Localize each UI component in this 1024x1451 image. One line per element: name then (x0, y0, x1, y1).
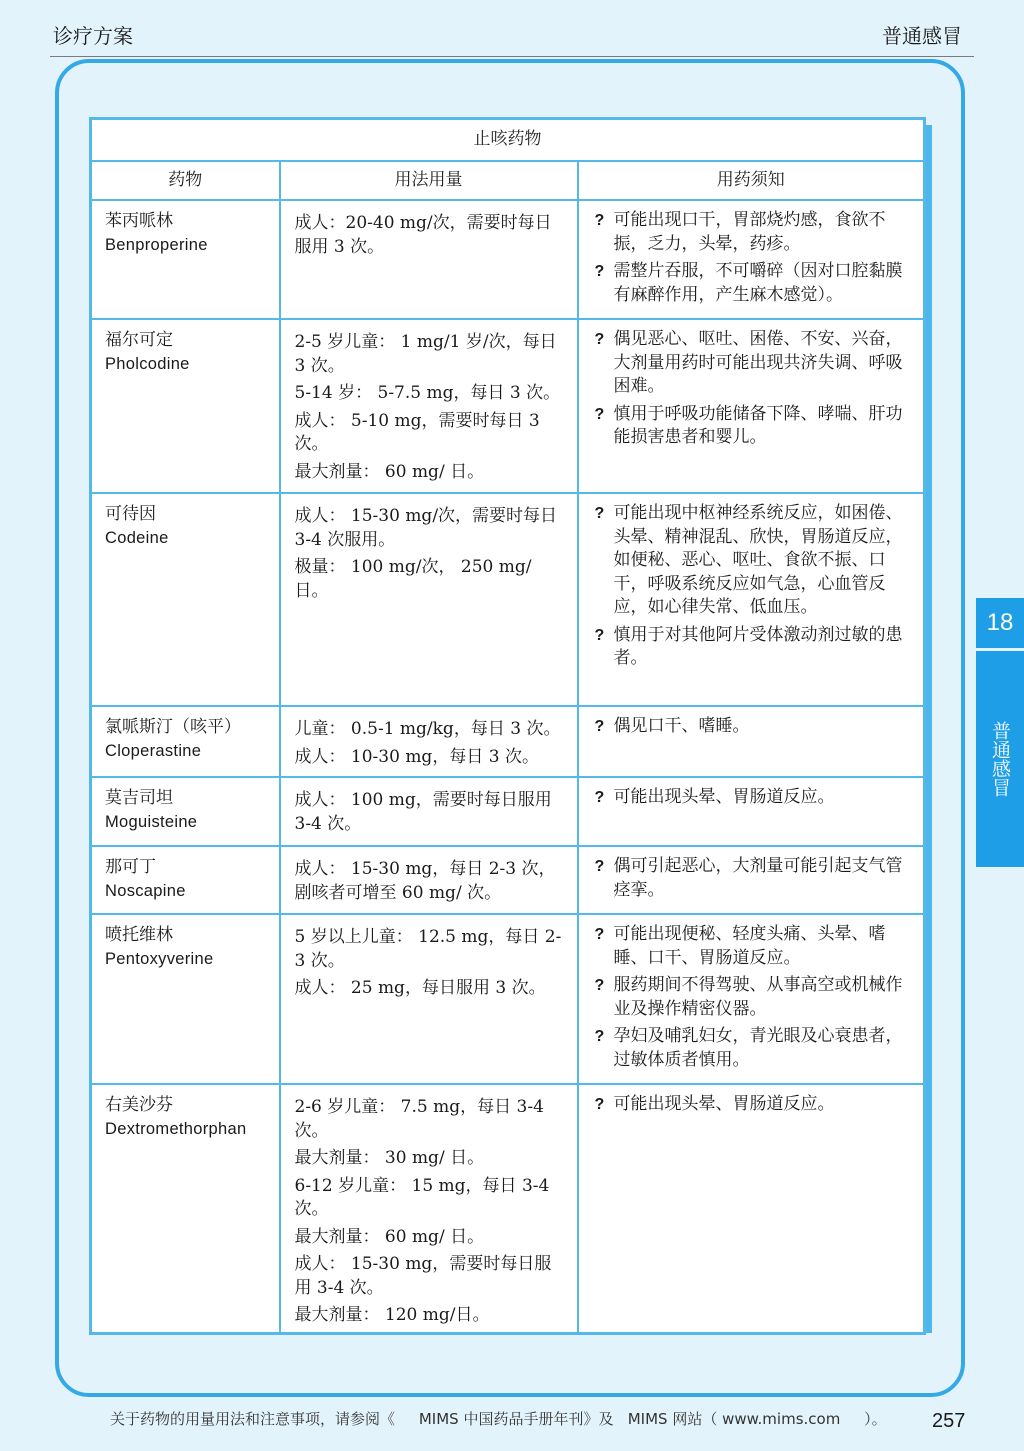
dosage-cell (280, 777, 578, 846)
dosage-cell (280, 319, 578, 493)
page-number: 257 (932, 1410, 966, 1432)
notes-cell (578, 493, 925, 706)
note-item (595, 786, 904, 810)
antitussive-table (89, 117, 926, 1335)
dosage-line: 极量： 100 mg/次， 250 mg/日。 (294, 557, 532, 601)
chapter-number-tab[interactable]: 18 (976, 598, 1024, 648)
note-item (595, 715, 904, 739)
drug-name-cn: 莫吉司坦 (105, 788, 173, 808)
note-text: 可能出现头晕、胃肠道反应。 (613, 787, 835, 807)
dosage-cell (280, 914, 578, 1084)
note-bullet-icon: ? (594, 626, 605, 644)
note-text: 偶见口干、嗜睡。 (613, 716, 750, 736)
drug-name-cn: 苯丙哌林 (105, 211, 173, 231)
dosage-cell (280, 200, 578, 319)
dosage-line: 最大剂量： 30 mg/ 日。 (294, 1148, 485, 1168)
drug-name-en: Codeine (105, 528, 169, 547)
footer-reference-note: 关于药物的用量用法和注意事项，请参阅《 MIMS 中国药品手册年刊》及 MIMS 网站（ www.mims.com ）。 (110, 1410, 887, 1428)
notes-cell (578, 319, 925, 493)
notes-cell (578, 1084, 925, 1333)
note-bullet-icon: ? (594, 789, 605, 806)
drug-name-cn: 氯哌斯汀（咳平） (105, 717, 241, 737)
note-item (595, 974, 904, 1021)
note-bullet-icon: ? (594, 505, 605, 522)
note-item (595, 403, 904, 450)
dosage-cell (280, 846, 578, 914)
note-text: 偶见恶心、呕吐、困倦、不安、兴奋，大剂量用药时可能出现共济失调、呼吸困难。 (613, 329, 903, 396)
column-header-drug: 药物 (91, 161, 280, 200)
note-text: 孕妇及哺乳妇女，青光眼及心衰患者，过敏体质者慎用。 (613, 1026, 903, 1070)
note-bullet-icon: ? (594, 718, 605, 735)
table-row (91, 777, 925, 846)
note-text: 可能出现口干，胃部烧灼感，食欲不振，乏力，头晕，药疹。 (613, 210, 886, 254)
column-header-notes: 用药须知 (578, 161, 925, 200)
drug-name-cell (91, 846, 280, 914)
note-item (595, 923, 904, 970)
note-item (595, 209, 904, 256)
drug-name-en: Dextromethorphan (105, 1119, 247, 1138)
table-row (91, 200, 925, 319)
drug-name-en: Benproperine (105, 235, 208, 254)
dosage-line: 最大剂量： 60 mg/ 日。 (294, 1226, 485, 1247)
drug-name-cn: 可待因 (105, 504, 156, 524)
note-bullet-icon: ? (594, 263, 605, 280)
note-item (595, 328, 904, 399)
note-item (595, 260, 904, 307)
header-chapter-title: 普通感冒 (882, 24, 962, 48)
note-text: 慎用于对其他阿片受体激动剂过敏的患者。 (613, 624, 903, 668)
notes-cell (578, 914, 925, 1084)
note-text: 可能出现中枢神经系统反应，如困倦、头晕、精神混乱、欣快，胃肠道反应，如便秘、恶心、呕吐、食欲不振、口干，呼吸系统反应如气急，心血管反应，如心律失常、低血压。 (613, 503, 903, 617)
table-header-row (91, 161, 925, 200)
dosage-line: 2-6 岁儿童： 7.5 mg，每日 3-4 次。 (294, 1097, 544, 1141)
header-divider (50, 56, 974, 57)
table-wrapper (89, 117, 923, 1335)
note-text: 服药期间不得驾驶、从事高空或机械作业及操作精密仪器。 (613, 975, 903, 1019)
note-item (595, 502, 904, 620)
table-row (91, 706, 925, 777)
dosage-line: 成人： 5-10 mg，需要时每日 3 次。 (294, 410, 540, 454)
dosage-cell (280, 706, 578, 777)
dosage-line: 2-5 岁儿童： 1 mg/1 岁/次，每日 3 次。 (294, 332, 557, 376)
drug-name-cell (91, 914, 280, 1084)
note-text: 偶可引起恶心，大剂量可能引起支气管痉挛。 (613, 856, 903, 900)
dosage-line: 儿童： 0.5-1 mg/kg，每日 3 次。 (294, 719, 561, 739)
header-section-title: 诊疗方案 (53, 24, 133, 48)
note-text: 需整片吞服，不可嚼碎（因对口腔黏膜有麻醉作用，产生麻木感觉）。 (613, 261, 903, 305)
note-bullet-icon: ? (594, 1096, 605, 1113)
drug-name-cn: 喷托维林 (105, 925, 173, 945)
table-row (91, 319, 925, 493)
note-item (595, 624, 904, 671)
drug-name-cell (91, 200, 280, 319)
dosage-line: 5 岁以上儿童： 12.5 mg，每日 2-3 次。 (294, 927, 562, 971)
dosage-line: 成人：20-40 mg/次，需要时每日服用 3 次。 (294, 213, 552, 257)
notes-cell (578, 777, 925, 846)
drug-name-en: Cloperastine (105, 741, 202, 760)
dosage-line: 成人： 15-30 mg/次，需要时每日 3-4 次服用。 (294, 506, 558, 550)
note-bullet-icon: ? (594, 977, 605, 994)
dosage-line: 5-14 岁： 5-7.5 mg，每日 3 次。 (294, 383, 561, 403)
dosage-cell (280, 1084, 578, 1333)
drug-name-cell (91, 1084, 280, 1333)
chapter-label-tab[interactable]: 普通感冒 (976, 651, 1024, 867)
note-bullet-icon: ? (594, 212, 605, 229)
drug-name-cell (91, 706, 280, 777)
notes-cell (578, 706, 925, 777)
dosage-line: 最大剂量： 60 mg/ 日。 (294, 461, 485, 482)
dosage-line: 成人： 100 mg，需要时每日服用 3-4 次。 (294, 790, 552, 834)
note-bullet-icon: ? (594, 405, 605, 423)
column-header-dosage: 用法用量 (280, 161, 578, 200)
dosage-line: 6-12 岁儿童： 15 mg，每日 3-4 次。 (294, 1175, 550, 1219)
note-text: 慎用于呼吸功能储备下降、哮喘、肝功能损害患者和婴儿。 (613, 403, 903, 447)
drug-name-cell (91, 319, 280, 493)
note-bullet-icon: ? (594, 858, 605, 875)
drug-name-en: Moguisteine (105, 812, 198, 831)
note-item (595, 855, 904, 902)
note-bullet-icon: ? (594, 926, 605, 943)
note-text: 可能出现头晕、胃肠道反应。 (613, 1094, 835, 1114)
drug-name-cn: 那可丁 (105, 857, 156, 877)
note-item (595, 1025, 904, 1072)
drug-name-cn: 右美沙芬 (105, 1095, 173, 1115)
table-caption: 止咳药物 (91, 119, 925, 162)
drug-name-en: Noscapine (105, 881, 186, 900)
table-row (91, 493, 925, 706)
notes-cell (578, 846, 925, 914)
note-item (595, 1093, 904, 1117)
drug-name-cell (91, 777, 280, 846)
table-row (91, 914, 925, 1084)
drug-name-en: Pholcodine (105, 354, 190, 373)
dosage-line: 成人： 10-30 mg，每日 3 次。 (294, 746, 539, 767)
dosage-cell (280, 493, 578, 706)
note-bullet-icon: ? (594, 331, 605, 348)
drug-name-en: Pentoxyverine (105, 949, 214, 968)
table-body (91, 200, 925, 1333)
dosage-line: 成人： 25 mg，每日服用 3 次。 (294, 978, 546, 998)
dosage-line: 最大剂量： 120 mg/日。 (294, 1305, 490, 1325)
drug-name-cn: 福尔可定 (105, 330, 173, 350)
dosage-line: 成人： 15-30 mg，每日 2-3 次，剧咳者可增至 60 mg/ 次。 (294, 859, 556, 903)
dosage-line: 成人： 15-30 mg，需要时每日服用 3-4 次。 (294, 1254, 552, 1298)
notes-cell (578, 200, 925, 319)
drug-name-cell (91, 493, 280, 706)
note-text: 可能出现便秘、轻度头痛、头晕、嗜睡、口干、胃肠道反应。 (613, 924, 886, 968)
table-caption-row (91, 119, 925, 162)
note-bullet-icon: ? (594, 1028, 605, 1045)
table-row (91, 846, 925, 914)
table-row (91, 1084, 925, 1333)
